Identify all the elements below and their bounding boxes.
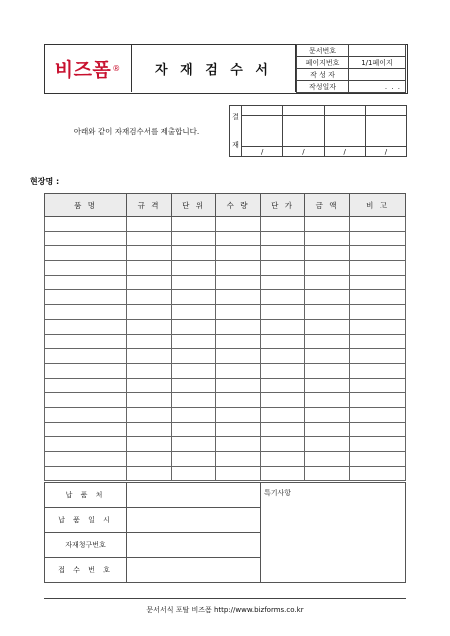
- footer-divider: [44, 598, 406, 599]
- label-receipt-number: 접 수 번 호: [45, 558, 127, 583]
- table-cell[interactable]: [45, 275, 127, 290]
- table-cell[interactable]: [216, 363, 261, 378]
- table-row: [45, 378, 406, 393]
- table-cell[interactable]: [350, 466, 406, 481]
- table-cell[interactable]: [216, 290, 261, 305]
- table-cell[interactable]: [350, 378, 406, 393]
- site-name-label: 현장명 :: [30, 177, 60, 186]
- table-row: [45, 305, 406, 320]
- table-cell[interactable]: [305, 261, 350, 276]
- approval-table: [229, 105, 407, 157]
- table-cell[interactable]: [172, 466, 216, 481]
- table-row: [45, 393, 406, 408]
- table-cell[interactable]: [45, 422, 127, 437]
- table-cell[interactable]: [350, 407, 406, 422]
- table-cell[interactable]: [350, 275, 406, 290]
- table-cell[interactable]: [172, 275, 216, 290]
- special-notes-label: 특기사항: [264, 489, 292, 497]
- table-row: [45, 452, 406, 467]
- table-cell[interactable]: [127, 246, 172, 261]
- table-cell[interactable]: [172, 422, 216, 437]
- table-cell[interactable]: [127, 231, 172, 246]
- table-cell[interactable]: [305, 407, 350, 422]
- table-cell[interactable]: [305, 466, 350, 481]
- table-cell[interactable]: [305, 349, 350, 364]
- table-row: [45, 246, 406, 261]
- table-row: [45, 334, 406, 349]
- document-meta-table: [296, 44, 406, 92]
- label-delivery-place: 납 품 처: [45, 483, 127, 508]
- table-row: [45, 363, 406, 378]
- field-delivery-place[interactable]: [127, 483, 261, 508]
- table-cell[interactable]: [127, 290, 172, 305]
- table-cell[interactable]: [261, 275, 305, 290]
- approver-date-4[interactable]: /: [365, 147, 406, 157]
- special-notes-field[interactable]: [261, 483, 406, 583]
- approver-title-4[interactable]: [365, 106, 406, 116]
- table-cell[interactable]: [216, 305, 261, 320]
- table-cell[interactable]: [45, 349, 127, 364]
- table-cell[interactable]: [261, 363, 305, 378]
- table-cell[interactable]: [216, 437, 261, 452]
- table-cell[interactable]: [350, 422, 406, 437]
- table-cell[interactable]: [305, 290, 350, 305]
- col-header-amount: 금 액: [305, 194, 350, 217]
- table-cell[interactable]: [350, 261, 406, 276]
- table-cell[interactable]: [350, 452, 406, 467]
- col-header-unit-price: 단 가: [261, 194, 305, 217]
- table-cell[interactable]: [45, 217, 127, 232]
- table-cell[interactable]: [350, 349, 406, 364]
- approval-label: [230, 106, 242, 157]
- table-row: [45, 217, 406, 232]
- table-cell[interactable]: [172, 246, 216, 261]
- table-row: [45, 349, 406, 364]
- table-cell[interactable]: [127, 393, 172, 408]
- field-material-request-number[interactable]: [127, 533, 261, 558]
- table-cell[interactable]: [305, 305, 350, 320]
- table-cell[interactable]: [45, 290, 127, 305]
- table-cell[interactable]: [261, 261, 305, 276]
- table-cell[interactable]: [45, 466, 127, 481]
- col-header-quantity: 수 량: [216, 194, 261, 217]
- table-cell[interactable]: [305, 378, 350, 393]
- table-cell[interactable]: [216, 407, 261, 422]
- table-cell[interactable]: [216, 217, 261, 232]
- table-cell[interactable]: [350, 246, 406, 261]
- table-cell[interactable]: [305, 452, 350, 467]
- table-cell[interactable]: [172, 349, 216, 364]
- table-cell[interactable]: [216, 334, 261, 349]
- table-cell[interactable]: [261, 334, 305, 349]
- table-cell[interactable]: [172, 334, 216, 349]
- table-cell[interactable]: [350, 393, 406, 408]
- table-cell[interactable]: [305, 246, 350, 261]
- table-cell[interactable]: [261, 349, 305, 364]
- table-cell[interactable]: [350, 290, 406, 305]
- table-cell[interactable]: [261, 305, 305, 320]
- approver-title-3[interactable]: [324, 106, 365, 116]
- meta-label-page-number: 페이지번호: [297, 57, 349, 69]
- label-delivery-datetime: 납 품 일 시: [45, 508, 127, 533]
- table-cell[interactable]: [172, 393, 216, 408]
- approver-sign-4[interactable]: [365, 116, 406, 147]
- table-cell[interactable]: [305, 275, 350, 290]
- document-title: 자 재 검 수 서: [132, 44, 296, 92]
- col-header-item-name: 품 명: [45, 194, 127, 217]
- table-cell[interactable]: [127, 422, 172, 437]
- col-header-spec: 규 격: [127, 194, 172, 217]
- table-row: [45, 422, 406, 437]
- meta-label-doc-number: 문서번호: [297, 45, 349, 57]
- meta-value-doc-number[interactable]: [349, 45, 406, 57]
- table-cell[interactable]: [305, 319, 350, 334]
- meta-label-date: 작성일자: [297, 81, 349, 93]
- table-cell[interactable]: [261, 290, 305, 305]
- table-cell[interactable]: [261, 422, 305, 437]
- col-header-remarks: 비 고: [350, 194, 406, 217]
- approver-date-3[interactable]: /: [324, 147, 365, 157]
- table-cell[interactable]: [45, 363, 127, 378]
- table-cell[interactable]: [45, 393, 127, 408]
- meta-label-author: 작 성 자: [297, 69, 349, 81]
- registered-mark: ®: [112, 63, 121, 73]
- bizforms-logo: [44, 44, 132, 92]
- logo-text: 비즈폼: [54, 58, 112, 81]
- table-cell[interactable]: [172, 261, 216, 276]
- table-cell[interactable]: [350, 319, 406, 334]
- table-cell[interactable]: [45, 452, 127, 467]
- table-cell[interactable]: [216, 349, 261, 364]
- table-cell[interactable]: [127, 363, 172, 378]
- approval-label-bottom: 재: [232, 141, 239, 149]
- table-cell[interactable]: [172, 378, 216, 393]
- approver-title-2[interactable]: [283, 106, 324, 116]
- table-cell[interactable]: [45, 231, 127, 246]
- table-cell[interactable]: [261, 378, 305, 393]
- table-cell[interactable]: [216, 452, 261, 467]
- table-cell[interactable]: [216, 378, 261, 393]
- approver-sign-3[interactable]: [324, 116, 365, 147]
- table-cell[interactable]: [216, 466, 261, 481]
- table-cell[interactable]: [127, 275, 172, 290]
- table-cell[interactable]: [45, 305, 127, 320]
- approver-title-1[interactable]: [242, 106, 283, 116]
- table-row: [45, 437, 406, 452]
- meta-value-page-number: 1/1페이지: [349, 57, 406, 69]
- table-row: [45, 231, 406, 246]
- table-cell[interactable]: [305, 334, 350, 349]
- table-cell[interactable]: [127, 261, 172, 276]
- table-cell[interactable]: [261, 231, 305, 246]
- table-cell[interactable]: [45, 246, 127, 261]
- table-cell[interactable]: [305, 363, 350, 378]
- table-cell[interactable]: [305, 422, 350, 437]
- table-row: [45, 275, 406, 290]
- table-cell[interactable]: [216, 393, 261, 408]
- table-cell[interactable]: [172, 231, 216, 246]
- table-cell[interactable]: [45, 334, 127, 349]
- table-cell[interactable]: [305, 217, 350, 232]
- table-row: [45, 261, 406, 276]
- table-cell[interactable]: [127, 466, 172, 481]
- table-cell[interactable]: [45, 407, 127, 422]
- table-cell[interactable]: [261, 407, 305, 422]
- table-cell[interactable]: [127, 334, 172, 349]
- table-cell[interactable]: [127, 349, 172, 364]
- delivery-info-table: [44, 482, 406, 583]
- table-cell[interactable]: [172, 452, 216, 467]
- table-cell[interactable]: [350, 363, 406, 378]
- table-cell[interactable]: [216, 261, 261, 276]
- table-cell[interactable]: [261, 246, 305, 261]
- table-cell[interactable]: [305, 231, 350, 246]
- table-cell[interactable]: [350, 305, 406, 320]
- table-cell[interactable]: [127, 437, 172, 452]
- field-receipt-number[interactable]: [127, 558, 261, 583]
- table-cell[interactable]: [350, 217, 406, 232]
- table-cell[interactable]: [45, 261, 127, 276]
- table-cell[interactable]: [216, 246, 261, 261]
- footer-credit: 문서서식 포탈 비즈폼 http://www.bizforms.co.kr: [146, 606, 304, 614]
- table-cell[interactable]: [45, 319, 127, 334]
- table-row: [45, 290, 406, 305]
- table-cell[interactable]: [350, 231, 406, 246]
- table-cell[interactable]: [261, 217, 305, 232]
- field-delivery-datetime[interactable]: [127, 508, 261, 533]
- approver-date-1[interactable]: /: [242, 147, 283, 157]
- table-cell[interactable]: [216, 275, 261, 290]
- table-cell[interactable]: [172, 305, 216, 320]
- table-cell[interactable]: [172, 217, 216, 232]
- table-cell[interactable]: [127, 217, 172, 232]
- table-cell[interactable]: [172, 319, 216, 334]
- table-cell[interactable]: [350, 437, 406, 452]
- table-cell[interactable]: [172, 437, 216, 452]
- table-cell[interactable]: [261, 319, 305, 334]
- table-cell[interactable]: [261, 452, 305, 467]
- table-row: [45, 319, 406, 334]
- intro-statement: 아래와 같이 자재검수서를 제출합니다.: [73, 127, 200, 136]
- table-cell[interactable]: [127, 452, 172, 467]
- table-cell[interactable]: [216, 422, 261, 437]
- meta-value-date[interactable]: . . .: [349, 81, 406, 93]
- table-cell[interactable]: [261, 393, 305, 408]
- table-cell[interactable]: [216, 231, 261, 246]
- col-header-unit: 단 위: [172, 194, 216, 217]
- table-cell[interactable]: [45, 437, 127, 452]
- table-cell[interactable]: [172, 407, 216, 422]
- table-cell[interactable]: [261, 466, 305, 481]
- table-cell[interactable]: [127, 319, 172, 334]
- table-cell[interactable]: [305, 393, 350, 408]
- meta-value-author[interactable]: [349, 69, 406, 81]
- table-cell[interactable]: [261, 437, 305, 452]
- table-cell[interactable]: [350, 334, 406, 349]
- approver-sign-1[interactable]: [242, 116, 283, 147]
- table-cell[interactable]: [127, 407, 172, 422]
- table-cell[interactable]: [172, 290, 216, 305]
- table-cell[interactable]: [45, 378, 127, 393]
- table-row: [45, 466, 406, 481]
- table-cell[interactable]: [305, 437, 350, 452]
- table-row: [45, 407, 406, 422]
- label-material-request-number: 자재청구번호: [45, 533, 127, 558]
- approver-sign-2[interactable]: [283, 116, 324, 147]
- table-cell[interactable]: [127, 378, 172, 393]
- table-cell[interactable]: [216, 319, 261, 334]
- inspection-items-table: [44, 193, 406, 481]
- table-cell[interactable]: [172, 363, 216, 378]
- approver-date-2[interactable]: /: [283, 147, 324, 157]
- approval-label-top: 결: [232, 113, 239, 121]
- table-cell[interactable]: [127, 305, 172, 320]
